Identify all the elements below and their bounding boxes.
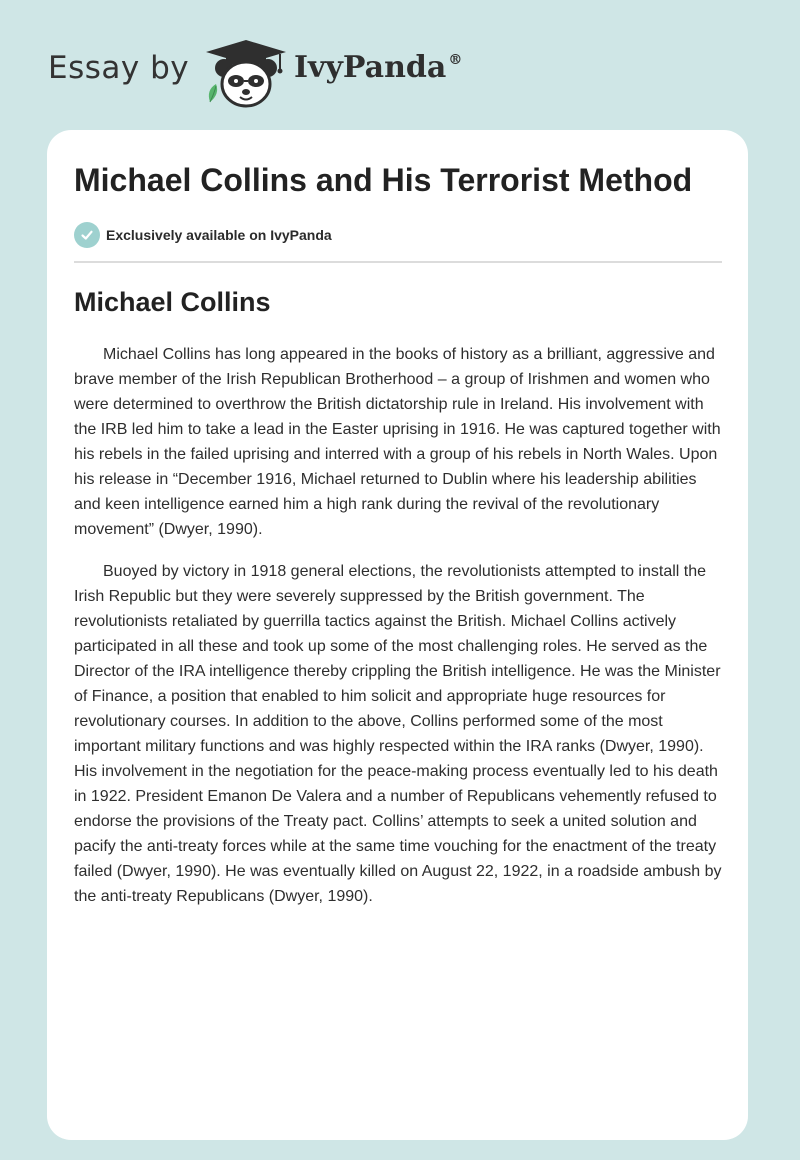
- brand-name-text: IvyPanda: [294, 50, 447, 85]
- divider: [74, 261, 722, 263]
- brand-name[interactable]: [294, 50, 462, 85]
- site-header: [48, 34, 488, 114]
- essay-title: Michael Collins and His Terrorist Method: [74, 162, 693, 198]
- registered-mark: ®: [448, 52, 463, 68]
- exclusive-label: Exclusively available on IvyPanda: [106, 227, 332, 243]
- paragraph: Michael Collins has long appeared in the books of history as a brilliant, aggressive and brave member of the Irish Republican Brotherhood – a group of Irishmen and women who were determined to overthrow the British dictatorship rule in Ireland. His involvement with the IRB led him to take a lead in the Easter uprising in 1916. He was captured together with his rebels in the failed uprising and interred with a group of his rebels in North Wales. Upon his release in “December 1916, Michael returned to Dublin where his leadership abilities and keen intelligence earned him a high rank during the revival of the revolutionary movement” (Dwyer, 1990).: [74, 346, 721, 538]
- check-icon: [74, 222, 100, 248]
- exclusive-notice: [74, 222, 332, 248]
- paragraph: Buoyed by victory in 1918 general elections, the revolutionists attempted to install the Irish Republic but they were severely suppressed by the British government. The revolutionists retaliated by guerrilla tactics against the British. Michael Collins actively participated in all these and took up some of the most challenging roles. He served as the Director of the IRA intelligence thereby crippling the British intelligence. He was the Minister of Finance, a position that enabled to him solicit and appropriate huge resources for revolutionary courses. In addition to the above, Collins performed some of the most important military functions and was highly respected within the IRA ranks (Dwyer, 1990). His involvement in the negotiation for the peace-making process eventually led to his death in 1922. President Emanon De Valera and a number of Republicans vehemently refused to endorse the provisions of the Treaty pact. Collins’ attempts to seek a united solution and pacify the anti-treaty forces while at the same time vouching for the enactment of the treaty failed (Dwyer, 1990). He was eventually killed on August 22, 1922, in a roadside ambush by the anti-treaty Republicans (Dwyer, 1990).: [74, 563, 722, 905]
- essay-by-label: Essay by: [48, 50, 190, 86]
- essay-body: [74, 342, 724, 926]
- panda-graduate-logo-icon[interactable]: [202, 36, 290, 110]
- essay-card: [47, 130, 748, 1140]
- section-heading: Michael Collins: [74, 287, 271, 317]
